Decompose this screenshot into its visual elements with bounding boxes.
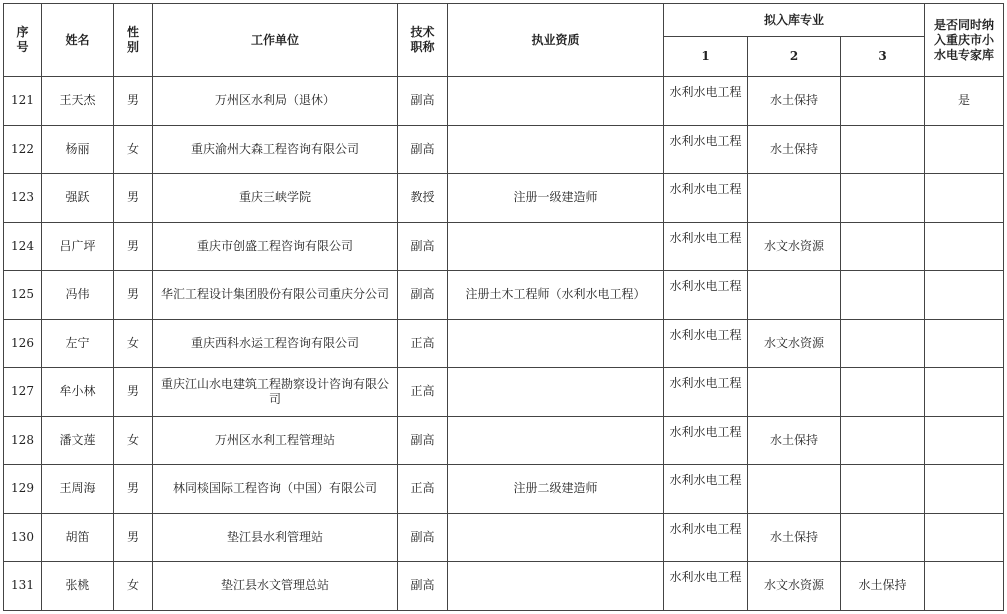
cell-major-1: 水利水电工程 xyxy=(664,562,748,611)
cell-title: 副高 xyxy=(398,271,448,320)
cell-major-1: 水利水电工程 xyxy=(664,125,748,174)
cell-title: 副高 xyxy=(398,513,448,562)
table-row xyxy=(4,174,1004,223)
cell-unit: 垫江县水利管理站 xyxy=(153,513,398,562)
table-row xyxy=(4,319,1004,368)
cell-unit: 重庆渝州大森工程咨询有限公司 xyxy=(153,125,398,174)
cell-name: 王周海 xyxy=(42,465,114,514)
cell-index: 125 xyxy=(4,271,42,320)
cell-qualification xyxy=(448,125,664,174)
cell-name: 牟小林 xyxy=(42,368,114,417)
cell-major-3 xyxy=(841,319,925,368)
table-row xyxy=(4,77,1004,126)
expert-table xyxy=(3,3,1004,611)
cell-index: 123 xyxy=(4,174,42,223)
cell-name: 王天杰 xyxy=(42,77,114,126)
cell-also-hydro xyxy=(925,222,1004,271)
cell-major-2: 水文水资源 xyxy=(748,222,841,271)
header-index: 序 号 xyxy=(4,4,42,77)
header-major-group: 拟入库专业 xyxy=(664,4,925,37)
cell-qualification: 注册二级建造师 xyxy=(448,465,664,514)
table-row xyxy=(4,513,1004,562)
cell-major-2: 水土保持 xyxy=(748,416,841,465)
cell-title: 副高 xyxy=(398,222,448,271)
cell-major-2: 水文水资源 xyxy=(748,562,841,611)
cell-title: 副高 xyxy=(398,77,448,126)
cell-major-1: 水利水电工程 xyxy=(664,416,748,465)
cell-unit: 重庆西科水运工程咨询有限公司 xyxy=(153,319,398,368)
cell-unit: 华汇工程设计集团股份有限公司重庆分公司 xyxy=(153,271,398,320)
cell-name: 左宁 xyxy=(42,319,114,368)
cell-unit: 万州区水利工程管理站 xyxy=(153,416,398,465)
header-unit: 工作单位 xyxy=(153,4,398,77)
cell-name: 吕广坪 xyxy=(42,222,114,271)
cell-name: 冯伟 xyxy=(42,271,114,320)
cell-gender: 女 xyxy=(114,562,153,611)
cell-major-1: 水利水电工程 xyxy=(664,368,748,417)
cell-major-2: 水土保持 xyxy=(748,77,841,126)
cell-gender: 男 xyxy=(114,222,153,271)
cell-also-hydro xyxy=(925,513,1004,562)
cell-major-3 xyxy=(841,271,925,320)
table-row xyxy=(4,465,1004,514)
table-row xyxy=(4,271,1004,320)
cell-title: 副高 xyxy=(398,125,448,174)
cell-gender: 女 xyxy=(114,416,153,465)
header-row-1 xyxy=(4,4,1004,37)
cell-index: 122 xyxy=(4,125,42,174)
cell-gender: 男 xyxy=(114,174,153,223)
cell-index: 131 xyxy=(4,562,42,611)
cell-gender: 男 xyxy=(114,368,153,417)
cell-major-2 xyxy=(748,271,841,320)
cell-name: 强跃 xyxy=(42,174,114,223)
cell-title: 正高 xyxy=(398,465,448,514)
table-row xyxy=(4,416,1004,465)
header-major-1: 1 xyxy=(664,37,748,77)
header-major-3: 3 xyxy=(841,37,925,77)
cell-index: 128 xyxy=(4,416,42,465)
cell-qualification xyxy=(448,77,664,126)
cell-qualification xyxy=(448,416,664,465)
cell-unit: 林同棪国际工程咨询（中国）有限公司 xyxy=(153,465,398,514)
cell-also-hydro xyxy=(925,319,1004,368)
cell-gender: 女 xyxy=(114,125,153,174)
cell-unit: 重庆市创盛工程咨询有限公司 xyxy=(153,222,398,271)
header-name: 姓名 xyxy=(42,4,114,77)
cell-name: 潘文莲 xyxy=(42,416,114,465)
cell-name: 杨丽 xyxy=(42,125,114,174)
cell-index: 124 xyxy=(4,222,42,271)
cell-name: 胡笛 xyxy=(42,513,114,562)
cell-major-3: 水土保持 xyxy=(841,562,925,611)
cell-also-hydro xyxy=(925,562,1004,611)
cell-also-hydro: 是 xyxy=(925,77,1004,126)
cell-also-hydro xyxy=(925,416,1004,465)
header-title: 技术 职称 xyxy=(398,4,448,77)
cell-major-1: 水利水电工程 xyxy=(664,77,748,126)
cell-gender: 男 xyxy=(114,77,153,126)
header-also-hydro: 是否同时纳入重庆市小水电专家库 xyxy=(925,4,1004,77)
cell-major-1: 水利水电工程 xyxy=(664,174,748,223)
table-row xyxy=(4,368,1004,417)
cell-unit: 万州区水利局（退休） xyxy=(153,77,398,126)
cell-major-1: 水利水电工程 xyxy=(664,222,748,271)
cell-major-1: 水利水电工程 xyxy=(664,319,748,368)
cell-qualification: 注册一级建造师 xyxy=(448,174,664,223)
cell-index: 129 xyxy=(4,465,42,514)
cell-gender: 女 xyxy=(114,319,153,368)
cell-index: 126 xyxy=(4,319,42,368)
cell-unit: 重庆三峡学院 xyxy=(153,174,398,223)
cell-qualification xyxy=(448,562,664,611)
cell-major-3 xyxy=(841,416,925,465)
header-qualification: 执业资质 xyxy=(448,4,664,77)
cell-major-2 xyxy=(748,465,841,514)
cell-also-hydro xyxy=(925,174,1004,223)
cell-index: 121 xyxy=(4,77,42,126)
table-body xyxy=(4,77,1004,611)
cell-gender: 男 xyxy=(114,465,153,514)
cell-major-3 xyxy=(841,174,925,223)
cell-gender: 男 xyxy=(114,271,153,320)
cell-major-3 xyxy=(841,222,925,271)
cell-major-1: 水利水电工程 xyxy=(664,271,748,320)
cell-major-3 xyxy=(841,77,925,126)
cell-major-2 xyxy=(748,174,841,223)
cell-gender: 男 xyxy=(114,513,153,562)
cell-major-3 xyxy=(841,125,925,174)
cell-major-2 xyxy=(748,368,841,417)
cell-major-3 xyxy=(841,368,925,417)
table-row xyxy=(4,562,1004,611)
table-row xyxy=(4,222,1004,271)
cell-major-3 xyxy=(841,513,925,562)
cell-title: 正高 xyxy=(398,319,448,368)
cell-name: 张桃 xyxy=(42,562,114,611)
cell-unit: 重庆江山水电建筑工程勘察设计咨询有限公司 xyxy=(153,368,398,417)
cell-also-hydro xyxy=(925,465,1004,514)
header-major-2: 2 xyxy=(748,37,841,77)
cell-major-1: 水利水电工程 xyxy=(664,513,748,562)
cell-also-hydro xyxy=(925,271,1004,320)
cell-title: 副高 xyxy=(398,562,448,611)
cell-qualification: 注册土木工程师（水利水电工程） xyxy=(448,271,664,320)
cell-qualification xyxy=(448,222,664,271)
cell-major-2: 水文水资源 xyxy=(748,319,841,368)
cell-title: 副高 xyxy=(398,416,448,465)
cell-major-2: 水土保持 xyxy=(748,513,841,562)
cell-index: 127 xyxy=(4,368,42,417)
table-row xyxy=(4,125,1004,174)
cell-also-hydro xyxy=(925,125,1004,174)
cell-qualification xyxy=(448,319,664,368)
cell-major-3 xyxy=(841,465,925,514)
cell-title: 正高 xyxy=(398,368,448,417)
cell-title: 教授 xyxy=(398,174,448,223)
cell-qualification xyxy=(448,368,664,417)
cell-major-2: 水土保持 xyxy=(748,125,841,174)
cell-major-1: 水利水电工程 xyxy=(664,465,748,514)
cell-index: 130 xyxy=(4,513,42,562)
cell-also-hydro xyxy=(925,368,1004,417)
cell-unit: 垫江县水文管理总站 xyxy=(153,562,398,611)
header-gender: 性 别 xyxy=(114,4,153,77)
cell-qualification xyxy=(448,513,664,562)
